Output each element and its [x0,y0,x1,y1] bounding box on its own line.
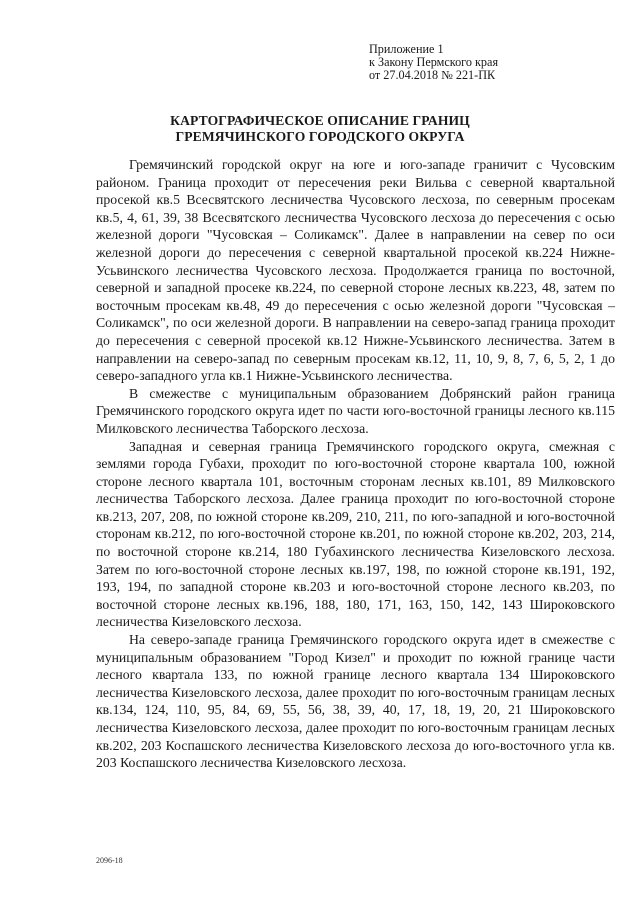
paragraph-gubakha-boundary: Западная и северная граница Гремячинского городского округа, смежная с землями города Губахи, проходит по юго-восточной стороне квартала 100, южной стороне лесного квартала 101, восточным сторонам лесных кв.101, 89 Милковского лесничества Таборского лесхоза. Далее граница проходит по юго-восточной стороне кв.213, 207, 208, по южной стороне кв.209, 210, 211, по юго-западной и юго-восточной сторонам кв.212, по юго-восточной стороне кв.201, по южной стороне кв.202, 203, 214, по восточной стороне кв.214, 180 Губахинского лесничества Кизеловского лесхоза. Затем по юго-восточной стороне лесных кв.197, 198, по южной стороне кв.191, 192, 193, 194, по западной стороне кв.203 и юго-восточной стороне лесного кв.203, по восточной стороне лесных кв.196, 188, 180, 171, 163, 150, 142, 143 Широковского лесничества Кизеловского лесхоза. [96,438,615,630]
title-line-1: КАРТОГРАФИЧЕСКОЕ ОПИСАНИЕ ГРАНИЦ [170,113,470,128]
document-code: 2096-18 [96,856,123,865]
appendix-reference [369,43,498,82]
paragraph-dobryanka-boundary: В смежестве с муниципальным образованием Добрянский район граница Гремячинского городского округа идет по части юго-восточной границы лесного кв.115 Милковского лесничества Таборского лесхоза. [96,385,615,436]
appendix-line-2: к Закону Пермского края [369,55,499,69]
paragraph-south-boundary: Гремячинский городской округ на юге и юго-западе граничит с Чусовским районом. Граница проходит от пересечения реки Вильва с северной квартальной просекой кв.5 Всесвятского лесничества Чусовского лесхоза, по северным просекам кв.5, 4, 61, 39, 38 Всесвятского лесничества Чусовского лесхоза до пересечения с осью железной дороги "Чусовская – Соликамск". Далее в направлении на север по оси железной дороги до пересечения с северной квартальной просекой кв.224 Нижне-Усьвинского лесничества Чусовского лесхоза. Продолжается граница по восточной, северной и западной просеке кв.224, по северной стороне лесных кв.223, 48, затем по восточным просекам кв.48, 49 до пересечения с осью железной дороги "Чусовская – Соликамск", по оси железной дороги. В направлении на северо-запад граница проходит до пересечения с северной просекой кв.12 Нижне-Усьвинского лесничества. Затем в направлении на северо-запад по северным просекам кв.12, 11, 10, 9, 8, 7, 6, 5, 2, 1 до северо-западного угла кв.1 Нижне-Усьвинского лесничества. [96,157,615,384]
paragraph-kizel-boundary: На северо-западе граница Гремячинского городского округа идет в смежестве с муниципальным образованием "Город Кизел" и проходит по южной границе части лесного квартала 133, по южной границе лесного квартала 134 Широковского лесничества Кизеловского лесхоза, далее проходит по юго-восточным границам лесных кв.134, 124, 110, 95, 84, 69, 55, 56, 38, 39, 40, 17, 18, 19, 20, 21 Широковского лесничества Кизеловского лесхоза, далее проходит по юго-восточным границам лесных кв.202, 203 Коспашского лесничества Кизеловского лесхоза до юго-восточного угла кв. 203 Коспашского лесничества Кизеловского лесхоза. [96,632,615,771]
title-line-2: ГРЕМЯЧИНСКОГО ГОРОДСКОГО ОКРУГА [175,128,465,144]
document-body [96,156,615,772]
appendix-line-3: от 27.04.2018 № 221-ПК [369,68,496,82]
document-title [0,113,640,144]
appendix-line-1: Приложение 1 [369,42,444,56]
